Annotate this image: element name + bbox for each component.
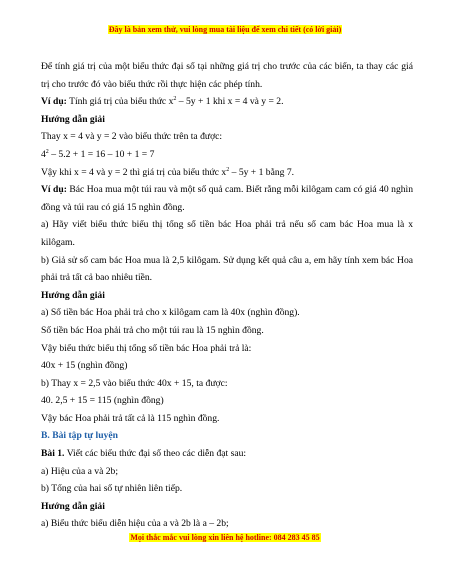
solution-heading: Hướng dẫn giải [41,500,105,512]
footer-notice-text: Mọi thắc mắc vui lòng xin liên hệ hotline: 084 283 45 85 [130,533,320,542]
solution-line: Số tiền bác Hoa phải trả cho một túi rau là 15 nghìn đồng. [41,324,264,336]
document-body [41,58,413,533]
calc-text: – 5.2 + 1 = 16 – 10 + 1 = 7 [48,148,155,160]
solution-line: Vậy biểu thức biểu thị tổng số tiền bác Hoa phải trả là: [41,342,252,354]
conclusion-text: Vậy khi x = 4 và y = 2 thì giá trị của biểu thức x [41,166,227,178]
example-label: Ví dụ: [41,96,67,108]
conclusion-text: – 5y + 1 bằng 7. [229,166,295,178]
solution-line: Thay x = 4 và y = 2 vào biểu thức trên ta được: [41,131,223,143]
question-part-b: b) Giả sử số cam bác Hoa mua là 2,5 kilôgam. Sử dụng kết quả câu a, em hãy tính xem bác Hoa phải trả tất cả bao nhiêu tiền. [41,254,413,284]
header-notice-text: Đây là bản xem thử, vui lòng mua tài liệu để xem chi tiết (có lời giải) [108,25,342,34]
example-2 [41,181,413,216]
intro-paragraph: Để tính giá trị của một biểu thức đại số tại những giá trị cho trước của các biến, ta thay các giá trị cho trước đó vào biểu thức rồi thực hiện các phép tính. [41,61,413,90]
footer-hotline-notice [0,533,450,542]
example-text: Bác Hoa mua một túi rau và một số quả cam. Biết rằng mỗi kilôgam cam có giá 40 nghìn đồng và túi rau có giá 15 nghìn đồng. [41,184,414,213]
solution-line: 40. 2,5 + 15 = 115 (nghìn đồng) [41,395,164,407]
example-1 [41,93,413,111]
solution-line: b) Thay x = 2,5 vào biểu thức 40x + 15, ta được: [41,377,228,389]
solution-heading: Hướng dẫn giải [41,289,105,301]
header-preview-notice [0,25,450,34]
exercise-label: Bài 1. [41,448,65,460]
exponent: 2 [226,166,230,173]
solution-line [41,164,413,182]
exercise-part-b: b) Tổng của hai số tự nhiên liên tiếp. [41,483,183,495]
base: 4 [41,148,46,160]
section-b-heading: B. Bài tập tự luyện [41,430,118,442]
exercise-1 [41,445,413,463]
example-text: Tính giá trị của biểu thức x [66,96,174,108]
exercise-text: Viết các biểu thức đại số theo các diễn đạt sau: [64,448,247,460]
solution-line: Vậy bác Hoa phải trả tất cả là 115 nghìn đồng. [41,412,220,424]
exponent: 2 [45,148,49,155]
example-label: Ví dụ: [41,184,67,196]
exercise-part-a: a) Hiệu của a và 2b; [41,465,118,477]
solution-line: 40x + 15 (nghìn đồng) [41,360,128,372]
solution-line: a) Số tiền bác Hoa phải trả cho x kilôgam cam là 40x (nghìn đồng). [41,307,300,319]
solution-heading: Hướng dẫn giải [41,113,105,125]
question-part-a: a) Hãy viết biểu thức biểu thị tổng số tiền bác Hoa phải trả nếu số cam bác Hoa mua là x kilôgam. [41,219,413,248]
exponent: 2 [173,96,177,103]
solution-line: a) Biểu thức biểu diễn hiệu của a và 2b là a – 2b; [41,518,229,530]
solution-line [41,146,413,164]
example-text: – 5y + 1 khi x = 4 và y = 2. [176,96,284,108]
